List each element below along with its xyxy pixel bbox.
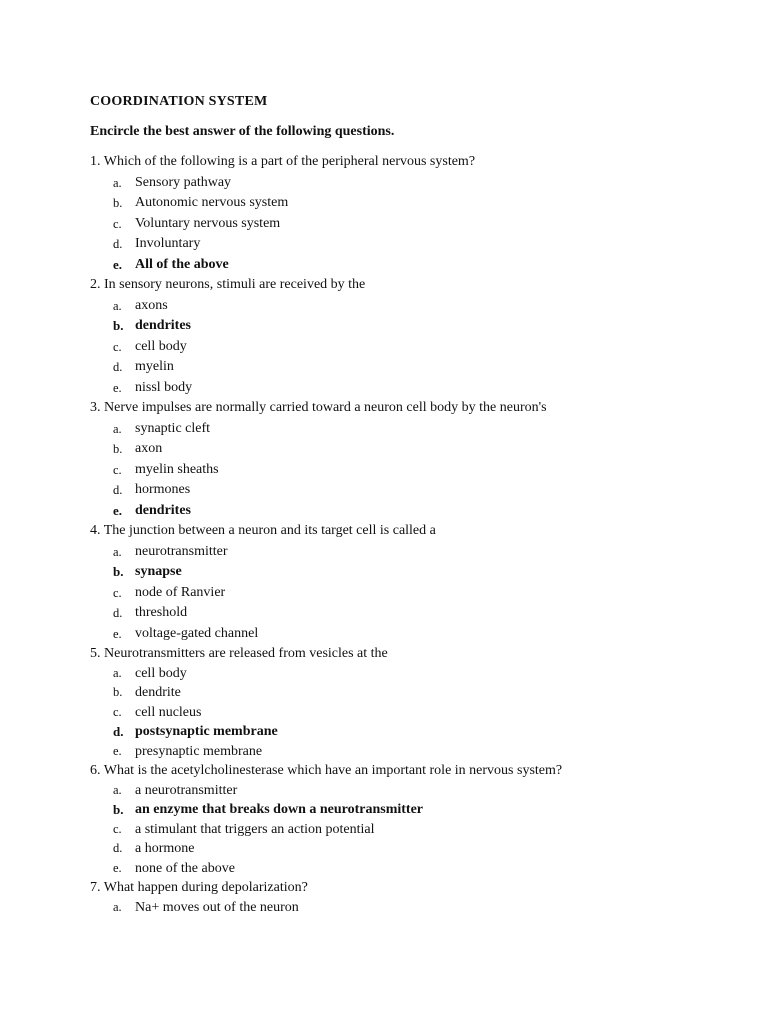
answer-option-correct <box>90 501 710 522</box>
instructions: Encircle the best answer of the following questions. <box>90 124 395 139</box>
option-text: dendrites <box>135 502 191 518</box>
answer-option <box>90 703 710 723</box>
option-text: presynaptic membrane <box>135 743 263 759</box>
answer-option <box>90 480 710 501</box>
question-4 <box>90 521 710 644</box>
answer-option <box>90 583 710 604</box>
answer-option <box>90 214 710 235</box>
option-text: axon <box>135 441 163 456</box>
answer-option <box>90 542 710 563</box>
option-letter: a. <box>113 665 122 680</box>
option-text: Sensory pathway <box>135 174 232 190</box>
question-text: 4. The junction between a neuron and its target cell is called a <box>90 523 436 538</box>
question-text: 5. Neurotransmitters are released from vesicles at the <box>90 646 388 661</box>
answer-option <box>90 296 710 317</box>
question-2 <box>90 275 710 398</box>
option-text: dendrites <box>135 318 191 333</box>
option-letter: d. <box>113 360 123 374</box>
question-text: 3. Nerve impulses are normally carried toward a neuron cell body by the neuron's <box>90 400 547 415</box>
question-list <box>90 152 710 917</box>
answer-option <box>90 603 710 624</box>
answer-options <box>90 664 710 762</box>
answer-option <box>90 683 710 703</box>
option-letter: e. <box>113 626 122 641</box>
option-text: none of the above <box>135 860 235 876</box>
option-letter: e. <box>113 743 122 758</box>
option-text: nissl body <box>135 379 193 395</box>
option-text: synapse <box>135 564 182 579</box>
option-letter: c. <box>113 585 122 600</box>
question-text: 7. What happen during depolarization? <box>90 880 308 895</box>
option-text: an enzyme that breaks down a neurotransmitter <box>135 802 424 817</box>
answer-option <box>90 439 710 460</box>
option-letter: a. <box>113 175 122 190</box>
option-text: threshold <box>135 605 188 620</box>
option-letter: b. <box>113 442 123 456</box>
option-letter: c. <box>113 339 122 354</box>
option-letter: e. <box>113 502 123 518</box>
answer-option <box>90 173 710 194</box>
answer-option <box>90 378 710 399</box>
question-6 <box>90 761 710 878</box>
answer-option <box>90 781 710 801</box>
option-text: synaptic cleft <box>135 420 211 436</box>
option-letter: a. <box>113 544 122 559</box>
option-letter: d. <box>113 237 123 251</box>
answer-option <box>90 337 710 358</box>
option-letter: b. <box>113 685 123 699</box>
option-letter: b. <box>113 196 123 210</box>
option-letter: e. <box>113 860 122 875</box>
option-text: postsynaptic membrane <box>135 724 278 739</box>
answer-options <box>90 542 710 645</box>
option-text: dendrite <box>135 685 181 700</box>
answer-option-correct <box>90 800 710 820</box>
answer-option <box>90 859 710 879</box>
question-text: 6. What is the acetylcholinesterase which have an important role in nervous system? <box>90 763 563 778</box>
option-text: cell body <box>135 338 187 354</box>
answer-option <box>90 839 710 859</box>
question-1 <box>90 152 710 275</box>
page-title: COORDINATION SYSTEM <box>90 94 268 109</box>
answer-option <box>90 460 710 481</box>
option-letter: d. <box>113 724 124 739</box>
answer-option <box>90 419 710 440</box>
option-text: cell nucleus <box>135 704 202 720</box>
answer-option <box>90 357 710 378</box>
option-letter: a. <box>113 421 122 436</box>
question-5 <box>90 644 710 761</box>
option-text: myelin <box>135 359 174 374</box>
question-7 <box>90 878 710 917</box>
option-letter: e. <box>113 380 122 395</box>
answer-option-correct <box>90 316 710 337</box>
question-3 <box>90 398 710 521</box>
answer-options <box>90 781 710 879</box>
option-text: hormones <box>135 482 191 497</box>
option-letter: d. <box>113 606 123 620</box>
option-text: neurotransmitter <box>135 543 228 559</box>
option-text: Autonomic nervous system <box>135 195 289 210</box>
answer-option <box>90 193 710 214</box>
option-letter: d. <box>113 841 123 855</box>
answer-options <box>90 173 710 276</box>
option-letter: c. <box>113 704 122 719</box>
answer-option <box>90 234 710 255</box>
option-letter: b. <box>113 318 124 333</box>
option-letter: b. <box>113 564 124 579</box>
document-page <box>90 92 710 917</box>
answer-option-correct <box>90 562 710 583</box>
option-letter: c. <box>113 462 122 477</box>
option-text: node of Ranvier <box>135 584 226 600</box>
option-text: Na+ moves out of the neuron <box>135 899 299 915</box>
option-text: cell body <box>135 665 187 681</box>
option-letter: d. <box>113 483 123 497</box>
answer-option-correct <box>90 722 710 742</box>
option-text: voltage-gated channel <box>135 625 259 641</box>
answer-option <box>90 664 710 684</box>
option-text: myelin sheaths <box>135 461 219 477</box>
answer-option-correct <box>90 255 710 276</box>
answer-option <box>90 742 710 762</box>
option-text: a stimulant that triggers an action potential <box>135 821 375 837</box>
answer-option <box>90 898 710 918</box>
question-text: 1. Which of the following is a part of the peripheral nervous system? <box>90 154 476 169</box>
option-letter: a. <box>113 899 122 914</box>
option-letter: e. <box>113 256 123 272</box>
option-letter: b. <box>113 802 124 817</box>
question-text: 2. In sensory neurons, stimuli are received by the <box>90 277 366 292</box>
option-letter: a. <box>113 782 122 797</box>
answer-options <box>90 296 710 399</box>
option-text: Voluntary nervous system <box>135 215 281 231</box>
option-letter: a. <box>113 298 122 313</box>
option-letter: c. <box>113 216 122 231</box>
answer-options <box>90 419 710 522</box>
option-text: a hormone <box>135 841 195 856</box>
answer-option <box>90 820 710 840</box>
answer-option <box>90 624 710 645</box>
option-text: All of the above <box>135 256 229 272</box>
option-letter: c. <box>113 821 122 836</box>
answer-options <box>90 898 710 918</box>
option-text: a neurotransmitter <box>135 782 238 798</box>
option-text: Involuntary <box>135 236 201 251</box>
option-text: axons <box>135 297 168 313</box>
